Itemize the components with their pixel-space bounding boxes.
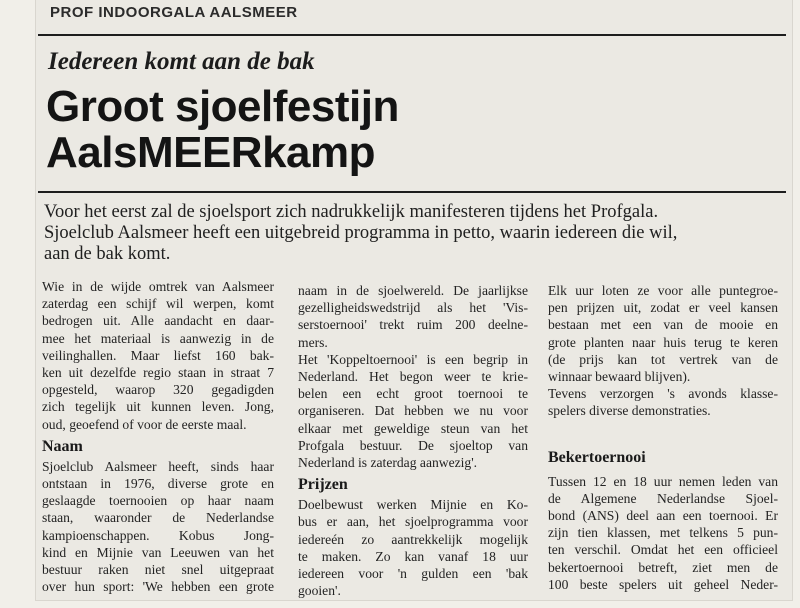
text-line: kampioenschappen. Kobus Jong- <box>42 527 274 543</box>
text-line: Sjoelclub Aalsmeer heeft, sinds haar <box>42 458 274 474</box>
text-line: ken uit dezelfde regio staan in straat 7 <box>42 365 274 381</box>
section-kicker: PROF INDOORGALA AALSMEER <box>50 4 298 21</box>
text-line: bestuur raken niet snel uitgepraat <box>42 562 274 578</box>
text-line: gezelligheidswedstrijd als het 'Vis- <box>298 300 528 316</box>
text-line: iedereen voor 'n gulden een 'bak <box>298 566 528 582</box>
text-line: Elk uur loten ze voor alle puntegroe- <box>548 283 778 298</box>
text-line: oud, geoefend of voor de eerste maal. <box>42 416 247 432</box>
text-line: veilinghallen. Maar liefst 160 bak- <box>42 347 274 363</box>
headline-line-2: AalsMEERkamp <box>46 128 376 177</box>
paragraph <box>298 351 528 471</box>
text-line: mee het materiaal is aanwezig in de <box>42 330 274 346</box>
text-line: ten verschil. Omdat het een officieel <box>548 542 778 558</box>
text-line: pen prijzen uit, zodat er veel kansen <box>548 300 778 316</box>
intro-line: Voor het eerst zal de sjoelsport zich nadrukkelijk manifesteren tijdens het Profgala. <box>44 202 659 222</box>
intro-line: Sjoelclub Aalsmeer heeft een uitgebreid programma in petto, waarin iedereen die wil, <box>44 223 678 243</box>
text-line: Tevens verzorgen 's avonds klasse- <box>548 386 778 402</box>
text-line: Profgala bestuur. De sjoeltop van <box>298 437 528 453</box>
text-line: elkaar met geweldige steun van het <box>298 420 528 436</box>
text-line: iedereén zo aantrekkelijk mogelijk <box>298 531 528 547</box>
text-line: zijn tien klassen, met telkens 5 pun- <box>548 525 778 541</box>
text-line: bus er aan, het sjoelprogramma voor <box>298 514 528 530</box>
text-line: opgesteld, waarop 320 gegadigden <box>42 382 274 398</box>
paragraph <box>548 282 778 385</box>
text-line: de Algemene Nederlandse Sjoel- <box>548 490 778 506</box>
text-line: over hun sport: 'We hebben een grote <box>42 579 274 595</box>
text-line: spelers diverse demonstraties. <box>548 403 711 419</box>
text-line: bond (ANS) deel aan een toernooi. Er <box>548 508 778 524</box>
section-heading-prijzen: Prijzen <box>298 476 348 494</box>
section-heading-bekertoernooi: Bekertoernooi <box>548 448 646 466</box>
paragraph <box>42 458 274 596</box>
text-line: grote planten naar huis terug te keren <box>548 334 778 350</box>
subheadline: Iedereen komt aan de bak <box>48 48 315 75</box>
text-line: bestaan met een van de mooie en <box>548 317 778 333</box>
text-line: bedrogen uit. Alle aandacht en daar- <box>42 313 274 329</box>
text-line: 100 beste spelers uit geheel Neder- <box>548 576 778 592</box>
text-line: belen een echt groot toernooi te <box>298 386 528 402</box>
headline <box>46 84 746 176</box>
text-line: serstoernooi' trekt ruim 200 deelne- <box>298 317 528 333</box>
text-line: winnaar bewaard blijven). <box>548 369 691 385</box>
text-line: te maken. Zo kan vanaf 18 uur <box>298 548 528 564</box>
column-2 <box>298 282 528 599</box>
text-line: Nederland is zaterdag aanwezig'. <box>298 455 478 471</box>
section-heading-naam: Naam <box>42 437 83 455</box>
paragraph <box>548 385 778 419</box>
text-line: zaterdag een schijf wil werpen, komt <box>42 296 274 312</box>
paragraph <box>298 282 528 351</box>
headline-line-1: Groot sjoelfestijn <box>46 82 399 131</box>
intro-rule <box>38 191 786 193</box>
column-3 <box>548 282 778 593</box>
text-line: naam in de sjoelwereld. De jaarlijkse <box>298 283 528 298</box>
column-1 <box>42 278 274 595</box>
text-line: organiseren. Dat hebben we nu voor <box>298 403 528 419</box>
text-line: mers. <box>298 334 328 350</box>
paragraph <box>548 473 778 593</box>
text-line: staan, waaronder de Nederlandse <box>42 510 274 526</box>
intro-paragraph <box>44 202 784 265</box>
text-line: Nederland. Het begon weer te krie- <box>298 369 528 385</box>
text-line: zich tegelijk uit kunnen leven. Jong, <box>42 399 274 415</box>
paragraph <box>298 496 528 599</box>
text-line: bekertoernooi betreft, ziet men de <box>548 559 778 575</box>
text-line: ontstaan in 1976, diverse grote en <box>42 476 274 492</box>
text-line: Wie in de wijde omtrek van Aalsmeer <box>42 279 274 294</box>
text-line: Doelbewust werken Mijnie en Ko- <box>298 497 528 513</box>
text-line: gooien'. <box>298 583 341 599</box>
text-line: kind en Mijnie van Leeuwen van het <box>42 544 274 560</box>
text-line: (de prijs kan tot vertrek van de <box>548 351 778 367</box>
top-rule <box>38 34 786 36</box>
paragraph <box>42 278 274 433</box>
text-line: geslaagde toernooien op haar naam <box>42 493 274 509</box>
text-line: Tussen 12 en 18 uur nemen leden van <box>548 473 778 489</box>
text-line: Het 'Koppeltoernooi' is een begrip in <box>298 351 528 367</box>
intro-line: aan de bak komt. <box>44 244 171 264</box>
